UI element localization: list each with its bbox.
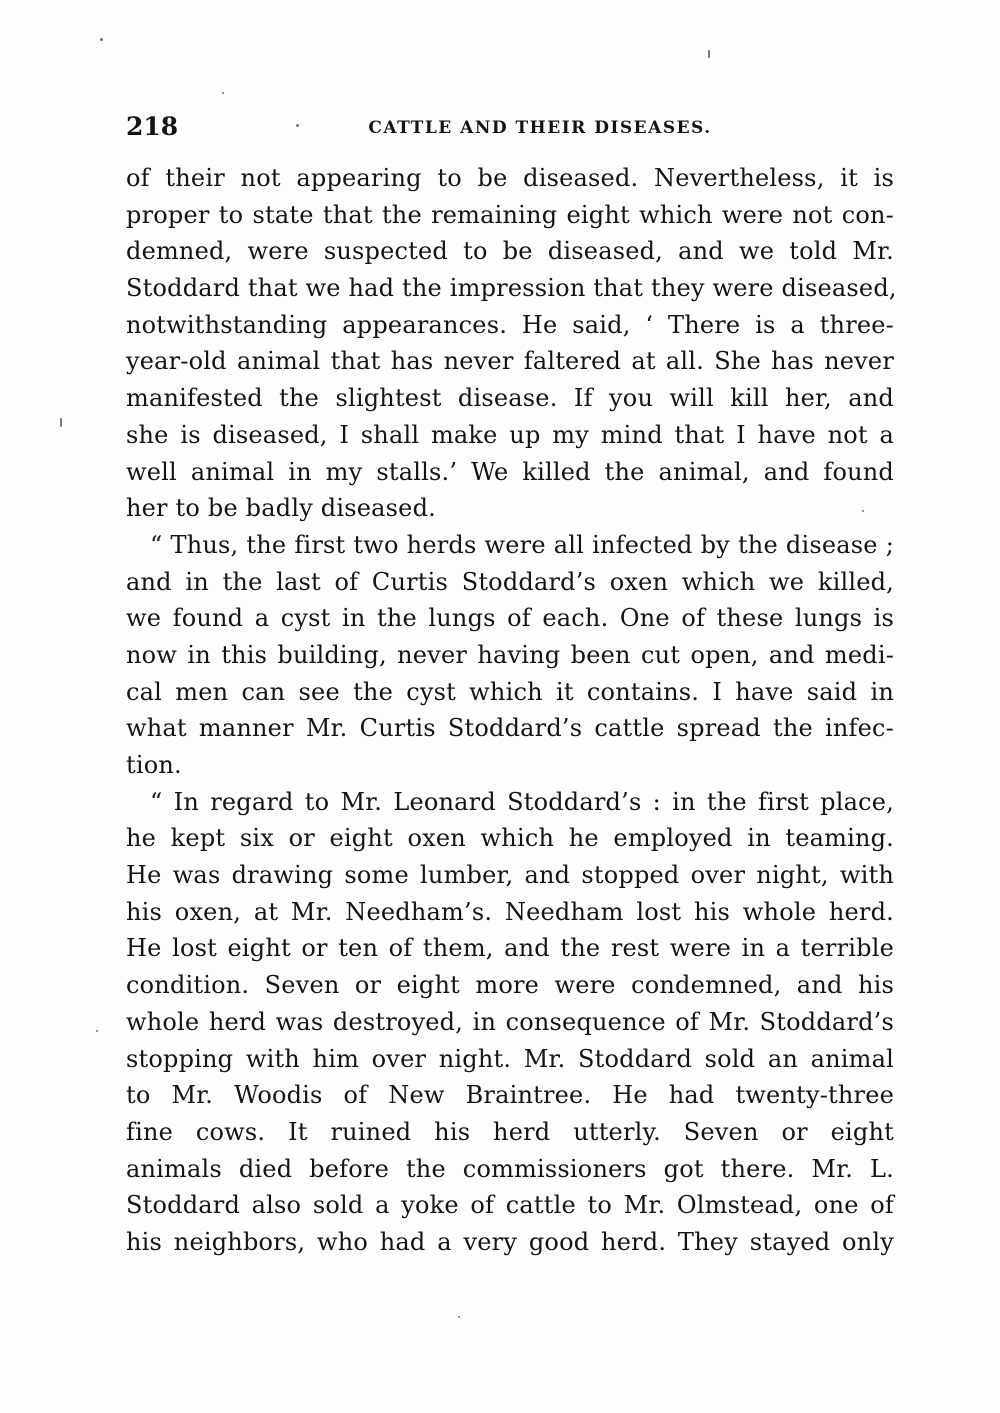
text-line: his neighbors, who had a very good herd. They stayed only	[126, 1227, 894, 1256]
text-line: now in this building, never having been cut open, and medi-	[126, 640, 894, 669]
text-line: condition. Seven or eight more were condemned, and his	[126, 971, 894, 1000]
text-line: we found a cyst in the lungs of each. One of these lungs is	[126, 604, 894, 633]
text-line: manifested the slightest disease. If you will kill her, and	[126, 384, 894, 413]
text-line: stopping with him over night. Mr. Stoddard sold an animal	[126, 1044, 894, 1073]
text-line: “ Thus, the first two herds were all infected by the disease ;	[150, 530, 894, 559]
scan-speck	[862, 510, 864, 512]
scan-speck	[96, 1030, 98, 1032]
text-line: her to be badly diseased.	[126, 494, 436, 523]
scan-speck	[100, 38, 103, 41]
text-line: “ In regard to Mr. Leonard Stoddard’s : in the first place,	[150, 787, 894, 816]
text-line: and in the last of Curtis Stoddard’s oxen which we killed,	[126, 567, 894, 596]
scan-speck	[222, 92, 224, 94]
text-line: He was drawing some lumber, and stopped over night, with	[126, 861, 894, 890]
scan-speck	[296, 124, 299, 127]
scan-speck	[708, 50, 710, 58]
text-line: notwithstanding appearances. He said, ‘ There is a three-	[126, 310, 894, 339]
scan-speck	[458, 1316, 460, 1318]
text-line: what manner Mr. Curtis Stoddard’s cattle spread the infec-	[126, 714, 894, 743]
text-line: He lost eight or ten of them, and the rest were in a terrible	[126, 934, 894, 963]
text-line: whole herd was destroyed, in consequence of Mr. Stoddard’s	[126, 1007, 894, 1036]
text-line: year-old animal that has never faltered at all. She has never	[126, 347, 894, 376]
scan-speck	[60, 418, 62, 427]
page-number: 218	[126, 112, 179, 141]
text-line: tion.	[126, 751, 182, 779]
text-line: Stoddard that we had the impression that they were diseased,	[126, 274, 897, 303]
running-title: CATTLE AND THEIR DISEASES.	[368, 118, 712, 138]
text-line: to Mr. Woodis of New Braintree. He had twenty-three	[126, 1081, 894, 1110]
running-header	[126, 112, 894, 146]
text-line: demned, were suspected to be diseased, and we told Mr.	[126, 237, 894, 266]
text-line: fine cows. It ruined his herd utterly. Seven or eight	[126, 1117, 894, 1146]
text-line: Stoddard also sold a yoke of cattle to Mr. Olmstead, one of	[126, 1191, 894, 1220]
text-line: proper to state that the remaining eight which were not con-	[126, 200, 894, 229]
text-line: he kept six or eight oxen which he employed in teaming.	[126, 824, 894, 853]
text-line: his oxen, at Mr. Needham’s. Needham lost his whole herd.	[126, 897, 894, 926]
text-line: she is diseased, I shall make up my mind that I have not a	[126, 420, 894, 449]
text-line: well animal in my stalls.’ We killed the animal, and found	[126, 457, 894, 486]
text-line: animals died before the commissioners got there. Mr. L.	[126, 1154, 894, 1183]
body-text	[126, 160, 897, 1261]
text-line: cal men can see the cyst which it contains. I have said in	[126, 677, 894, 706]
text-line: of their not appearing to be diseased. Nevertheless, it is	[126, 164, 894, 192]
